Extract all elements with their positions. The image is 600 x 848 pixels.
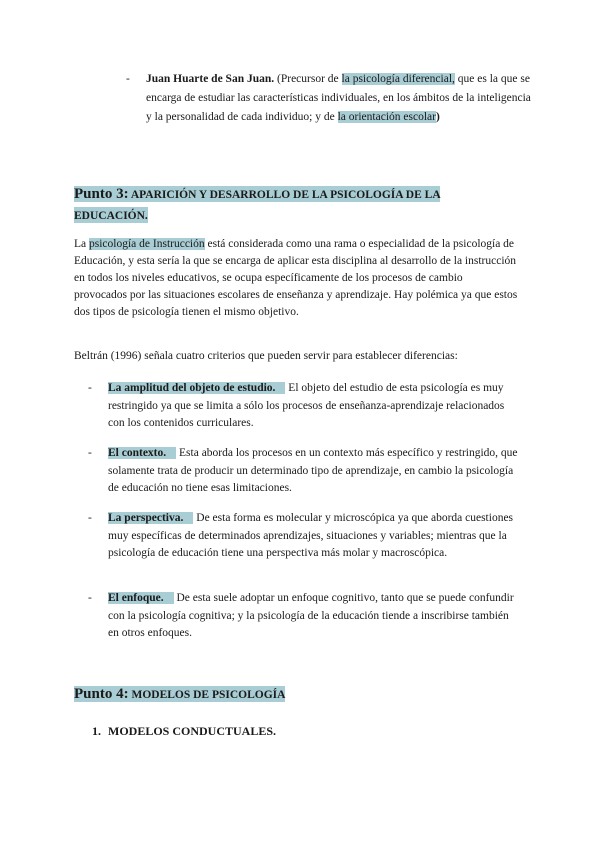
list-number: 1. (92, 724, 101, 738)
punto-4-title: MODELOS DE PSICOLOGÍA (128, 689, 286, 701)
criterion-text: El objeto del estudio de esta psicología es muy restringido ya que se limita a sólo los procesos de enseñanza-aprendizaje relacionados con los contenidos curriculares. (108, 382, 505, 429)
criterion-body (108, 380, 518, 433)
list-dash: - (88, 512, 92, 524)
huarte-bullet (126, 70, 534, 127)
punto-4-highlight (74, 686, 285, 702)
beltran-paragraph: Beltrán (1996) señala cuatro criterios que pueden servir para establecer diferencias: (74, 350, 458, 362)
criterion-text: Esta aborda los procesos en un contexto más específico y restringido, que solamente trata de producir un determinado tipo de aprendizaje, en cambio la psicología de educación no tiene esas limitaciones. (108, 447, 518, 494)
criterion-text: De esta forma es molecular y microscópica ya que aborda cuestiones muy específicas de determinados aprendizajes, situaciones y variables; mientras que la psicología de educación tiene una perspectiva más molar y macroscópica. (108, 512, 514, 559)
list-dash: - (88, 592, 92, 604)
criterion-body (108, 510, 518, 563)
intro-lead: La (74, 238, 90, 250)
highlight-orientacion-escolar: la orientación escolar (337, 111, 436, 123)
criterion-label: El enfoque. (108, 592, 174, 604)
huarte-text-1: (Precursor de (274, 73, 342, 85)
intro-text: está considerada como una rama o especialidad de la psicología de Educación, y esta sería la que se encarga de aplicar esta disciplina al desarrollo de la instrucción en todos los niveles educativos, se ocupa específicamente de los procesos de cambio provocados por las situaciones escolares de enseñanza y aprendizaje. Hay polémica ya que estos dos tipos de psicología tienen el mismo objetivo. (74, 238, 518, 318)
criterion-body (108, 590, 518, 643)
huarte-text-2: que es la que se encarga de estudiar las características individuales, en los ámbitos de la inteligencia y la personalidad de cada individuo; y de (146, 73, 531, 123)
list-dash: - (88, 447, 92, 459)
criterion-label: La perspectiva. (108, 512, 193, 524)
numbered-heading-1 (92, 722, 276, 740)
criterion-label: La amplitud del objeto de estudio. (108, 382, 285, 394)
criterion-item (88, 510, 518, 563)
punto-4-label: Punto 4: (74, 686, 129, 702)
punto-3-title: APARICIÓN Y DESARROLLO DE LA PSICOLOGÍA DE LA EDUCACIÓN. (74, 189, 441, 222)
numbered-heading-text: MODELOS CONDUCTUALES. (108, 724, 277, 738)
list-dash: - (88, 382, 92, 394)
intro-paragraph (74, 236, 518, 321)
punto-3-highlight (74, 186, 440, 223)
huarte-text-3: ) (435, 111, 440, 123)
punto-3-label: Punto 3: (74, 186, 129, 202)
bullet-dash: - (126, 73, 130, 85)
highlight-psicologia-diferencial: la psicología diferencial, (341, 73, 455, 85)
criterion-item (88, 380, 518, 433)
punto-3-heading (74, 184, 474, 226)
punto-4-heading (74, 684, 285, 705)
highlight-psicologia-instruccion: psicología de Instrucción (89, 238, 205, 250)
criterion-text: De esta suele adoptar un enfoque cognitivo, tanto que se puede confundir con la psicología cognitiva; y la psicología de la educación tiende a inscribirse también en otros enfoques. (108, 592, 514, 639)
huarte-name: Juan Huarte de San Juan. (146, 73, 275, 85)
criterion-item (88, 445, 518, 498)
criterion-item (88, 590, 518, 643)
criterion-label: El contexto. (108, 447, 176, 459)
criterion-body (108, 445, 518, 498)
huarte-bullet-text (146, 70, 534, 127)
